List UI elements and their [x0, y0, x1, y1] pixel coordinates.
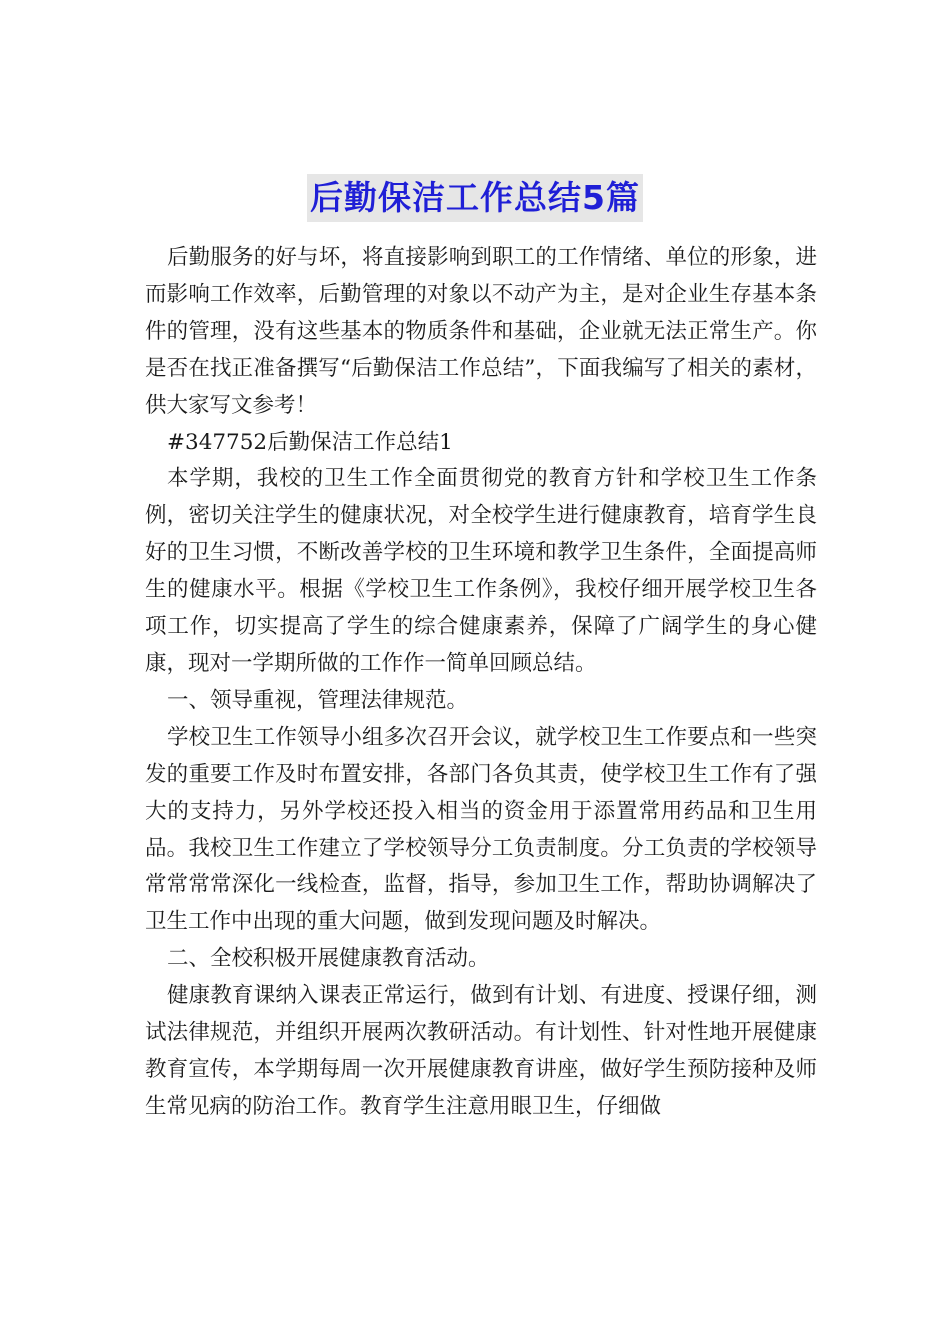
title-container	[0, 174, 950, 222]
subheading-health-education: 二、全校积极开展健康教育活动。	[167, 946, 490, 972]
document-title: 后勤保洁工作总结5篇	[307, 174, 643, 222]
paragraph-health-education: 健康教育课纳入课表正常运行，做到有计划、有进度、授课仔细，测试法律规范，并组织开展两次教研活动。有计划性、针对性地开展健康教育宣传，本学期每周一次开展健康教育讲座，做好学生预防接种及师生常见病的防治工作。教育学生注意用眼卫生，仔细做	[145, 983, 817, 1119]
section-heading-1: #347752后勤保洁工作总结1	[167, 429, 453, 455]
subheading-leadership: 一、领导重视，管理法律规范。	[167, 687, 469, 713]
paragraph-leadership: 学校卫生工作领导小组多次召开会议，就学校卫生工作要点和一些突发的重要工作及时布置安排，各部门各负其责，使学校卫生工作有了强大的支持力，另外学校还投入相当的资金用于添置常用药品和卫生用品。我校卫生工作建立了学校领导分工负责制度。分工负责的学校领导常常常常深化一线检查，监督，指导，参加卫生工作，帮助协调解决了卫生工作中出现的重大问题，做到发现问题及时解决。	[145, 724, 817, 935]
paragraph-intro: 后勤服务的好与坏，将直接影响到职工的工作情绪、单位的形象，进而影响工作效率，后勤管理的对象以不动产为主，是对企业生存基本条件的管理，没有这些基本的物质条件和基础，企业就无法正常生产。你是否在找正准备撰写“后勤保洁工作总结”，下面我编写了相关的素材，供大家写文参考！	[145, 245, 817, 418]
document-body	[145, 240, 817, 1126]
paragraph-section-1: 本学期，我校的卫生工作全面贯彻党的教育方针和学校卫生工作条例，密切关注学生的健康状况，对全校学生进行健康教育，培育学生良好的卫生习惯，不断改善学校的卫生环境和教学卫生条件，全面提高师生的健康水平。根据《学校卫生工作条例》，我校仔细开展学校卫生各项工作，切实提高了学生的综合健康素养，保障了广阔学生的身心健康，现对一学期所做的工作作一简单回顾总结。	[145, 466, 817, 676]
